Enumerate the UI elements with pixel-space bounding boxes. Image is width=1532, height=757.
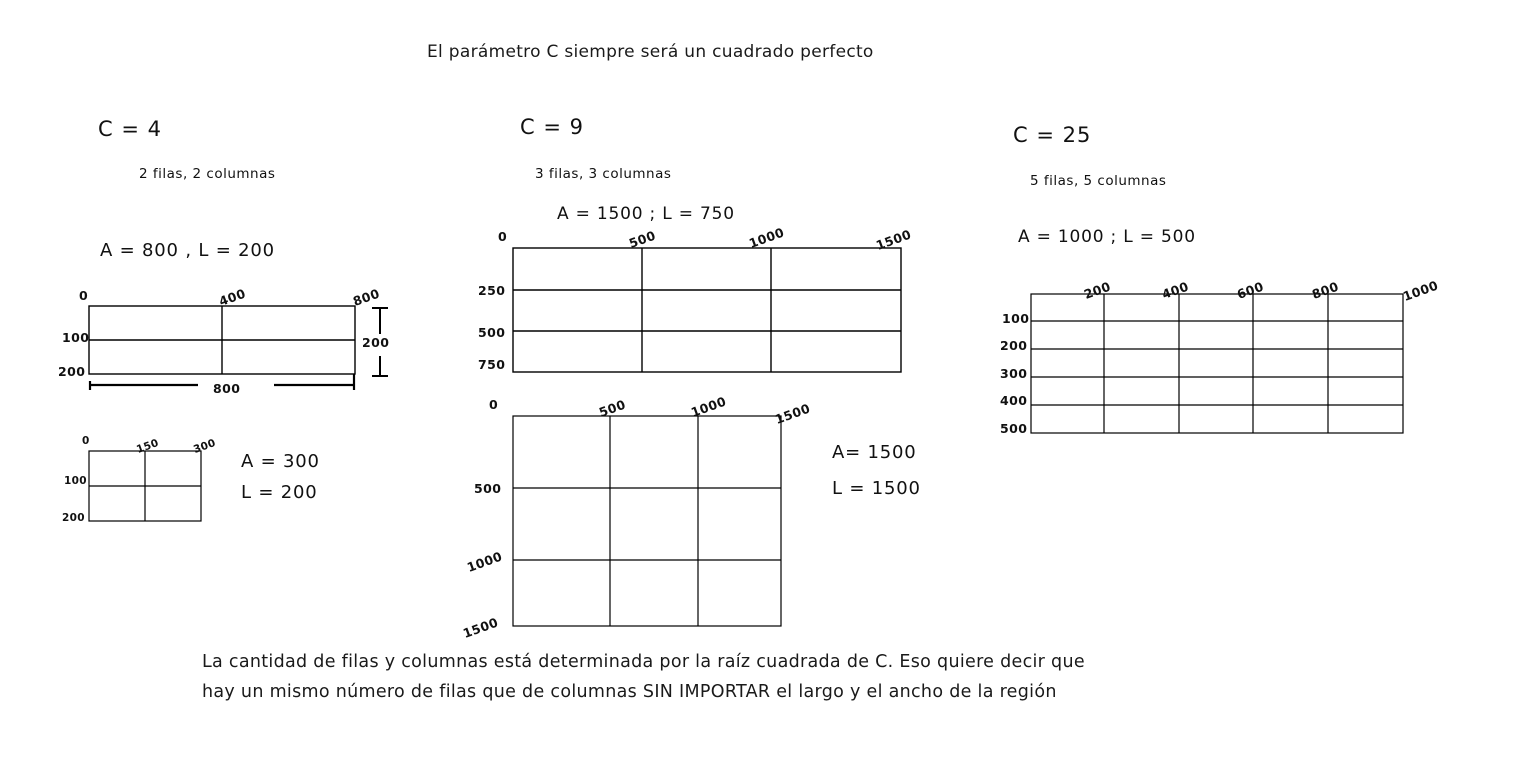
- figure-label-c9-2-line1: A= 1500: [832, 442, 917, 463]
- xtick-c9-2-3: 1500: [772, 400, 813, 427]
- xtick-c4-2-2: 300: [191, 436, 218, 456]
- xtick-c4-1-2: 800: [350, 285, 382, 309]
- xtick-c9-1-3: 1500: [873, 226, 914, 253]
- case-heading-c25: C = 25: [1013, 123, 1092, 147]
- xtick-c9-2-0: 0: [489, 397, 499, 412]
- xtick-c25-1-0: 200: [1081, 278, 1113, 302]
- ytick-c4-2-1: 200: [62, 512, 85, 524]
- ytick-c4-2-0: 100: [64, 475, 87, 487]
- xtick-c4-1-1: 400: [216, 285, 248, 309]
- case-subheading-c4: 2 filas, 2 columnas: [139, 166, 276, 182]
- xtick-c9-1-2: 1000: [746, 224, 787, 251]
- ytick-c25-1-0: 100: [1002, 311, 1030, 326]
- figure-label-c9-2-line2: L = 1500: [832, 478, 921, 499]
- figure-label-c9-1: A = 1500 ; L = 750: [557, 204, 735, 224]
- ytick-c9-1-3: 750: [478, 357, 506, 372]
- case-subheading-c9: 3 filas, 3 columnas: [535, 166, 672, 182]
- ytick-c9-1-2: 500: [478, 325, 506, 340]
- footer-line-2: hay un mismo número de filas que de columnas SIN IMPORTAR el largo y el ancho de la región: [202, 682, 1057, 702]
- case-heading-c4: C = 4: [98, 117, 162, 141]
- xtick-c25-1-4: 1000: [1400, 277, 1441, 304]
- xtick-c4-2-1: 150: [134, 436, 161, 456]
- figure-label-c4-2-line1: A = 300: [241, 451, 320, 472]
- dim-width-label-c4-1: 800: [213, 381, 241, 396]
- page-title: El parámetro C siempre será un cuadrado perfecto: [427, 42, 874, 62]
- xtick-c9-2-1: 500: [596, 396, 628, 420]
- xtick-c4-2-0: 0: [82, 435, 90, 447]
- ytick-c25-1-4: 500: [1000, 421, 1028, 436]
- xtick-c25-1-1: 400: [1159, 278, 1191, 302]
- xtick-c4-1-0: 0: [79, 288, 89, 303]
- ytick-c9-2-1: 500: [474, 481, 502, 496]
- figure-label-c25-1: A = 1000 ; L = 500: [1018, 227, 1196, 247]
- ytick-c9-1-1: 250: [478, 283, 506, 298]
- case-heading-c9: C = 9: [520, 115, 584, 139]
- figure-label-c4-1: A = 800 , L = 200: [100, 240, 275, 261]
- grid-c25-figure-1: [1030, 293, 1404, 434]
- xtick-c25-1-2: 600: [1234, 278, 1266, 302]
- footer-line-1: La cantidad de filas y columnas está determinada por la raíz cuadrada de C. Eso quiere decir que: [202, 652, 1085, 672]
- ytick-c4-1-0: 100: [62, 330, 90, 345]
- ytick-c9-2-2: 1000: [464, 548, 505, 575]
- case-subheading-c25: 5 filas, 5 columnas: [1030, 173, 1167, 189]
- xtick-c9-2-2: 1000: [688, 393, 729, 420]
- xtick-c9-1-0: 0: [498, 229, 508, 244]
- xtick-c25-1-3: 800: [1309, 278, 1341, 302]
- xtick-c9-1-1: 500: [626, 227, 658, 251]
- ytick-c4-1-1: 200: [58, 364, 86, 379]
- ytick-c25-1-1: 200: [1000, 338, 1028, 353]
- ytick-c9-2-3: 1500: [460, 614, 501, 641]
- ytick-c25-1-2: 300: [1000, 366, 1028, 381]
- grid-c9-figure-2: [512, 415, 782, 627]
- grid-c9-figure-1: [512, 247, 902, 373]
- figure-label-c4-2-line2: L = 200: [241, 482, 318, 503]
- grid-c4-figure-2: [88, 450, 202, 522]
- ytick-c25-1-3: 400: [1000, 393, 1028, 408]
- dim-height-label-c4-1: 200: [362, 335, 390, 350]
- dimension-lines-c4-1: [86, 300, 398, 390]
